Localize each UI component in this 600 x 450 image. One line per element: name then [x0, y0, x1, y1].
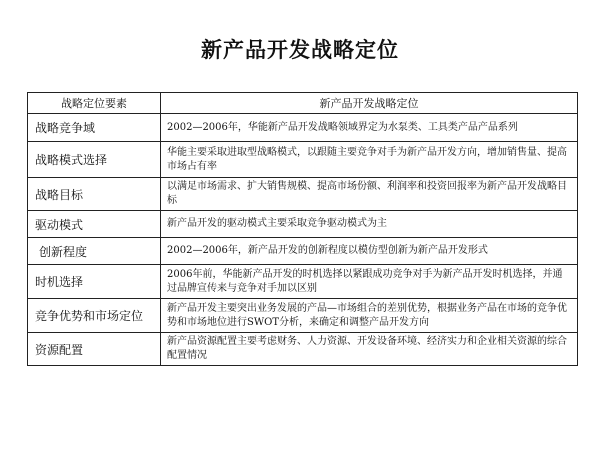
header-element: 战略定位要素 — [28, 93, 161, 114]
table-row — [28, 114, 578, 142]
row-value: 以满足市场需求、扩大销售规模、提高市场份额、利润率和投资回报率为新产品开发战略目标 — [161, 178, 578, 211]
row-value: 2002—2006年，华能新产品开发战略领域界定为水泵类、工具类产品产品系列 — [161, 114, 578, 142]
row-value: 2006年前，华能新产品开发的时机选择以紧跟成功竞争对手为新产品开发时机选择，并通过品牌宣传来与竞争对手加以区别 — [161, 265, 578, 299]
table-row — [28, 299, 578, 333]
row-value: 新产品开发主要突出业务发展的产品—市场组合的差别优势，根据业务产品在市场的竞争优势和市场地位进行SWOT分析，来确定和调整产品开发方向 — [161, 299, 578, 333]
row-value: 新产品资源配置主要考虑财务、人力资源、开发设备环境、经济实力和企业相关资源的综合配置情况 — [161, 333, 578, 366]
table-row — [28, 265, 578, 299]
table-row — [28, 178, 578, 211]
row-value: 2002—2006年，新产品开发的创新程度以模仿型创新为新产品开发形式 — [161, 238, 578, 265]
row-key: 战略目标 — [28, 178, 161, 211]
table-row — [28, 333, 578, 366]
row-key: 时机选择 — [28, 265, 161, 299]
row-key: 战略模式选择 — [28, 142, 161, 178]
strategy-table — [27, 92, 578, 366]
table-row — [28, 142, 578, 178]
row-key: 战略竞争域 — [28, 114, 161, 142]
table-row — [28, 238, 578, 265]
row-value: 新产品开发的驱动模式主要采取竞争驱动模式为主 — [161, 211, 578, 238]
row-key: 创新程度 — [28, 238, 161, 265]
header-positioning: 新产品开发战略定位 — [161, 93, 578, 114]
row-key: 竞争优势和市场定位 — [28, 299, 161, 333]
table-row — [28, 211, 578, 238]
row-key: 驱动模式 — [28, 211, 161, 238]
row-value: 华能主要采取进取型战略模式，以跟随主要竞争对手为新产品开发方向，增加销售量、提高市场占有率 — [161, 142, 578, 178]
row-key: 资源配置 — [28, 333, 161, 366]
page-title: 新产品开发战略定位 — [201, 38, 399, 62]
table-header-row — [28, 93, 578, 114]
